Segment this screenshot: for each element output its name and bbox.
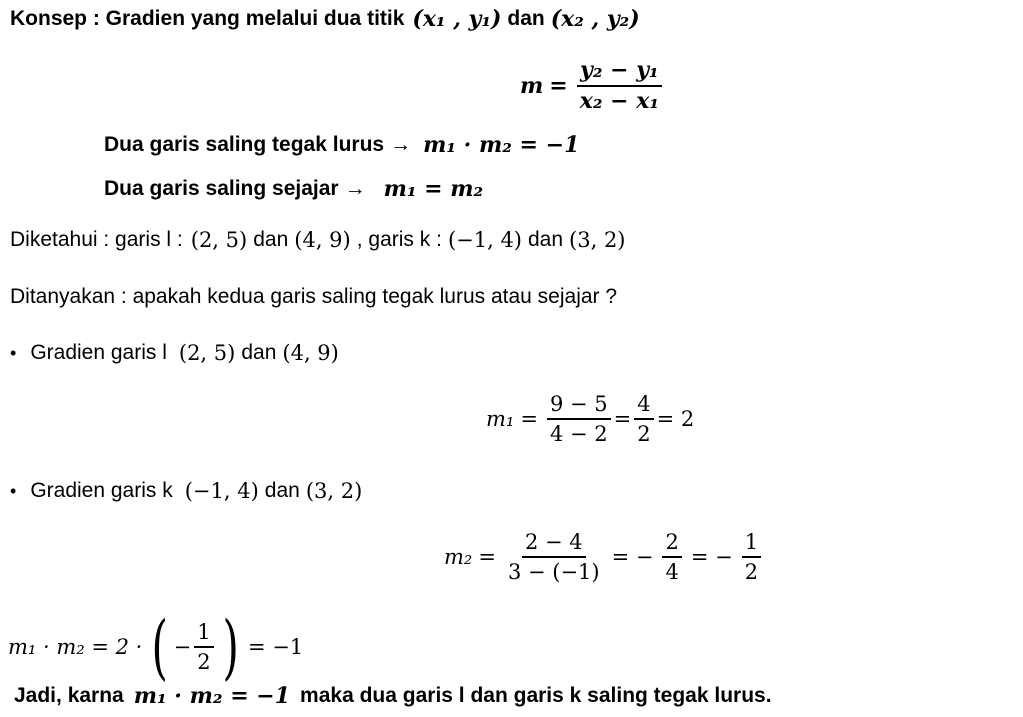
conclusion-suffix: maka dua garis l dan garis k saling tegak lurus.	[300, 684, 772, 707]
dan-text: dan	[253, 228, 289, 251]
product-calculation: m₁ · m₂ = 2 · ( − $\frac{1}{2}$ ) = −1	[8, 606, 304, 688]
m1-result: = 2	[656, 407, 695, 432]
l-point2: (4, 9)	[294, 228, 351, 252]
m1-fraction2	[634, 392, 653, 446]
gradien-l-point2: (4, 9)	[282, 341, 339, 365]
gradien-k-point2: (3, 2)	[305, 479, 363, 503]
par-formula: m₁ = m₂	[383, 176, 484, 202]
product-negative: −	[173, 635, 192, 659]
diketahui-line	[10, 228, 626, 252]
gradien-k-heading	[10, 479, 362, 503]
fraction-numerator: 2 − 4	[522, 530, 586, 558]
conclusion-line	[14, 683, 772, 709]
m1-calculation: m₁ = $\frac{9 - 5}{4 - 2}$ = $\frac{4}{2}$ = 2	[486, 392, 695, 447]
m2-symbol: m₂	[444, 545, 473, 570]
l-point1: (2, 5)	[190, 228, 248, 252]
par-label: Dua garis saling sejajar	[104, 177, 339, 200]
fraction-denominator: 4	[665, 560, 679, 585]
dan-text: dan	[241, 341, 277, 364]
fraction-denominator: 2	[197, 650, 211, 674]
fraction-denominator: 2	[744, 560, 759, 585]
diketahui-label: Diketahui : garis l :	[10, 228, 183, 251]
perpendicular-rule	[104, 132, 579, 158]
gradien-l-heading	[10, 341, 339, 365]
k-point1: (−1, 4)	[447, 228, 522, 252]
dan-text: dan	[528, 228, 564, 251]
fraction-numerator: 1	[742, 530, 761, 558]
konsep-and: dan	[507, 7, 545, 30]
gradien-k-label: Gradien garis k	[30, 479, 173, 502]
product-lhs: m₁ · m₂ = 2 ·	[8, 635, 143, 659]
m2-fraction3	[742, 530, 761, 584]
arrow-icon: →	[390, 133, 412, 156]
m2-calculation: m₂ = $\frac{2 - 4}{3 - (-1)}$ = − $\frac{2}{4}$ = − $\frac{1}{2}$	[444, 530, 764, 584]
fraction-numerator: 2	[662, 530, 681, 558]
fraction-denominator: 3 − (−1)	[507, 560, 600, 585]
fraction-numerator: 4	[634, 392, 653, 420]
dan-text: dan	[264, 479, 300, 502]
konsep-heading	[10, 6, 640, 32]
m1-fraction1	[547, 392, 611, 446]
fraction-numerator: 9 − 5	[547, 392, 611, 420]
gradien-l-label: Gradien garis l	[30, 341, 167, 364]
gradient-formula: m = $\frac{\text{y₂ − y₁}}{\text{x₂ − x₁}}$	[520, 58, 665, 115]
konsep-point1: (x₁ , y₁)	[412, 6, 502, 32]
konsep-point2: (x₂ , y₂)	[550, 6, 640, 32]
perp-formula: m₁ · m₂ = −1	[423, 132, 580, 158]
garis-k-label: , garis k :	[356, 228, 442, 251]
gradien-k-point1: (−1, 4)	[184, 479, 259, 503]
formula-denominator: x₂ − x₁	[579, 88, 659, 115]
ditanyakan-line: Ditanyakan : apakah kedua garis saling tegak lurus atau sejajar ?	[10, 285, 618, 308]
product-result: = −1	[247, 635, 304, 659]
konsep-label: Konsep : Gradien yang melalui dua titik	[10, 7, 405, 30]
perp-label: Dua garis saling tegak lurus	[104, 133, 385, 156]
formula-lhs: m	[520, 73, 544, 100]
product-fraction	[194, 620, 213, 674]
m1-symbol: m₁	[486, 407, 515, 432]
fraction-numerator: 1	[194, 620, 213, 648]
conclusion-prefix: Jadi, karna	[14, 684, 124, 707]
bullet-icon: •	[10, 342, 17, 363]
formula-numerator: y₂ − y₁	[577, 58, 662, 87]
conclusion-formula: m₁ · m₂ = −1	[133, 683, 291, 709]
parallel-rule	[104, 176, 483, 202]
fraction-denominator: 2	[637, 422, 651, 447]
arrow-icon: →	[344, 177, 366, 200]
k-point2: (3, 2)	[569, 228, 626, 252]
m2-fraction1	[505, 530, 603, 584]
m2-fraction2	[662, 530, 681, 584]
fraction-denominator: 4 − 2	[549, 422, 608, 447]
bullet-icon: •	[10, 480, 17, 501]
gradien-l-point1: (2, 5)	[178, 341, 236, 365]
formula-fraction	[577, 58, 662, 115]
